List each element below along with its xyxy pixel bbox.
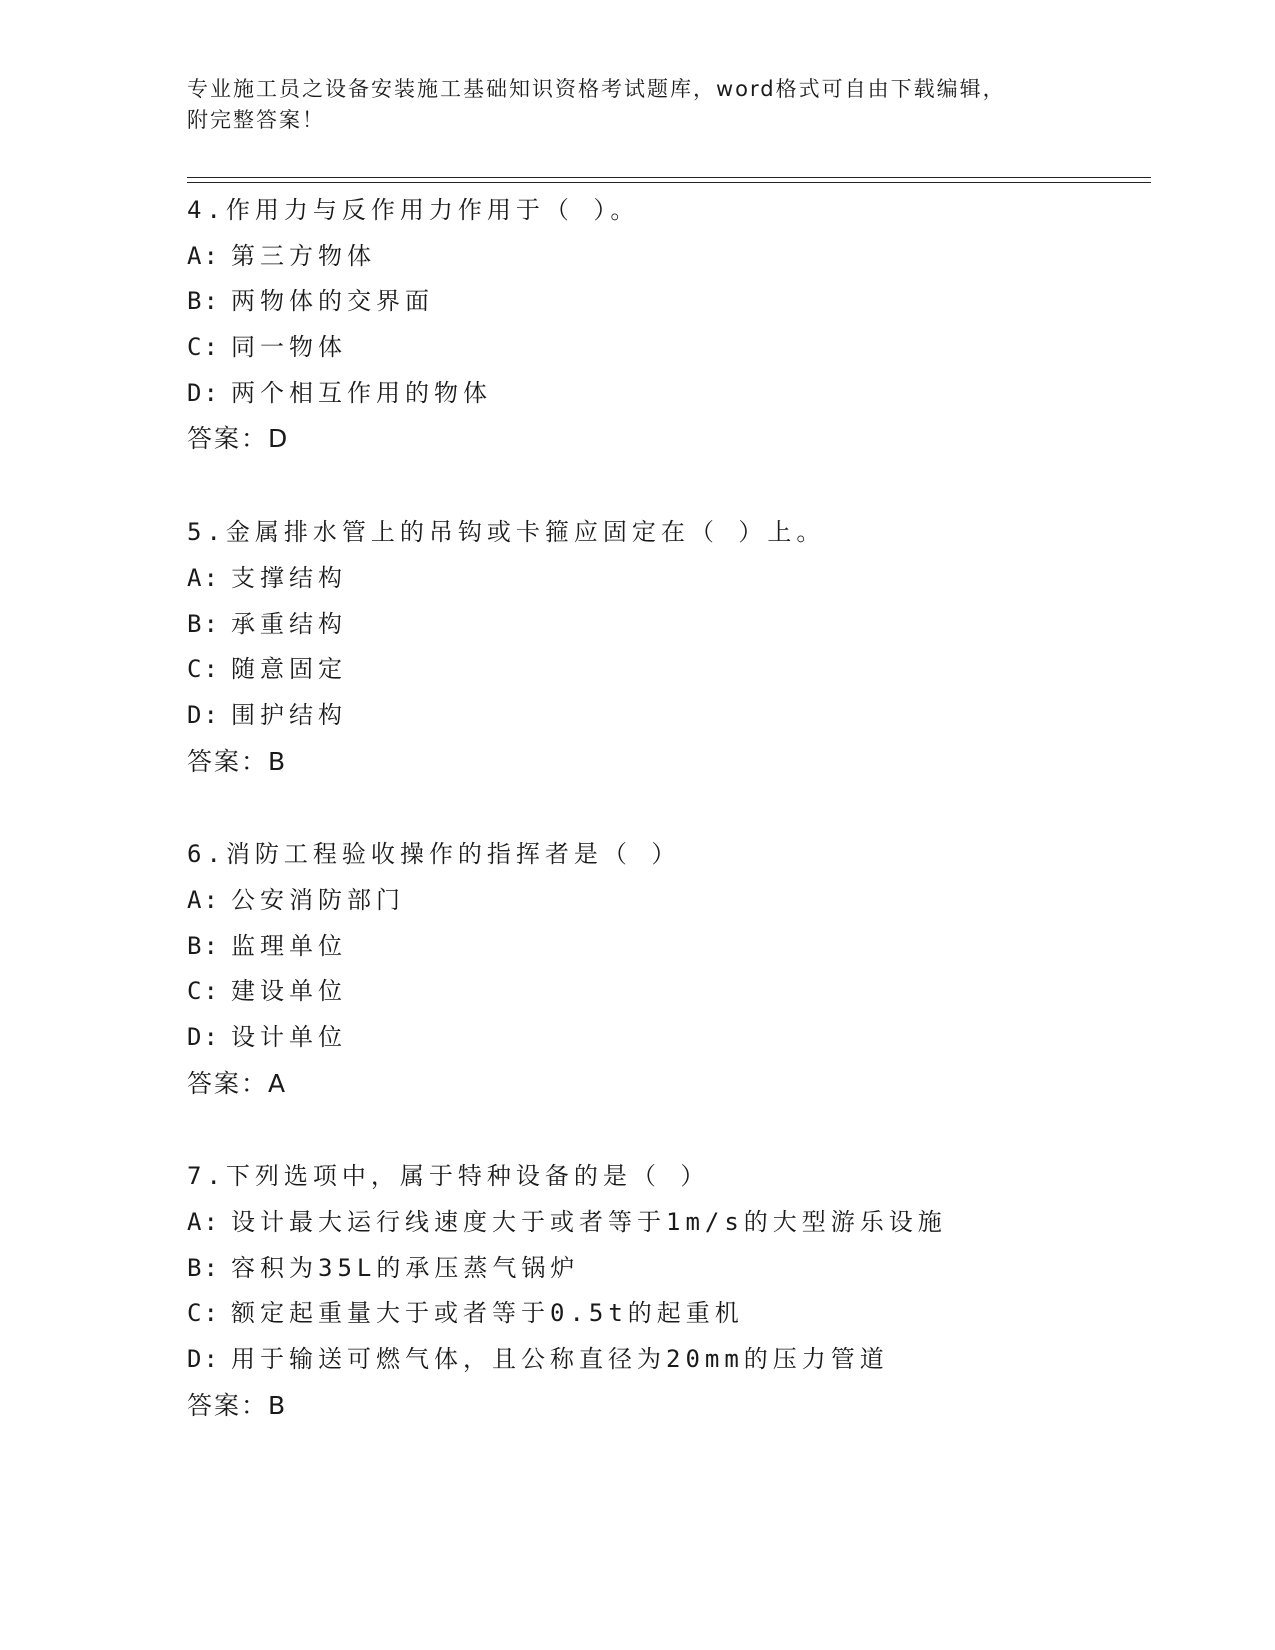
question-5	[187, 510, 1137, 784]
option-letter: A:	[187, 563, 220, 592]
header-line-1: 专业施工员之设备安装施工基础知识资格考试题库，word格式可自由下载编辑，	[187, 77, 1006, 101]
option-letter: C:	[187, 655, 220, 684]
document-header	[187, 74, 1087, 136]
option-b	[187, 602, 1137, 648]
option-text: 设计单位	[231, 1023, 347, 1051]
option-letter: D:	[187, 1023, 220, 1051]
option-letter: A:	[187, 885, 220, 914]
answer-line: 答案：B	[187, 746, 288, 776]
option-a	[187, 878, 1137, 924]
option-text: 随意固定	[231, 655, 347, 684]
option-text: 同一物体	[231, 333, 347, 362]
option-text: 监理单位	[231, 931, 347, 960]
option-letter: C:	[187, 977, 220, 1006]
option-letter: B:	[187, 931, 220, 960]
option-letter: D:	[187, 1345, 220, 1374]
question-stem: 6.消防工程验收操作的指挥者是（ ）	[187, 840, 681, 869]
answer-line: 答案：B	[187, 1390, 288, 1420]
question-7	[187, 1154, 1137, 1428]
header-divider-bottom	[187, 182, 1151, 183]
question-stem: 7.下列选项中，属于特种设备的是（ ）	[187, 1162, 710, 1191]
option-c	[187, 647, 1137, 693]
option-text: 第三方物体	[231, 241, 376, 270]
option-text: 两物体的交界面	[231, 287, 434, 316]
answer-line: 答案：A	[187, 1068, 288, 1098]
option-b	[187, 279, 1137, 325]
option-text: 公安消防部门	[231, 885, 405, 914]
option-b	[187, 1246, 1137, 1292]
option-c	[187, 969, 1137, 1015]
option-text: 围护结构	[231, 700, 347, 729]
header-line-2: 附完整答案！	[187, 108, 325, 132]
question-6	[187, 832, 1137, 1106]
option-d	[187, 693, 1137, 739]
question-stem: 5.金属排水管上的吊钩或卡箍应固定在（ ）上。	[187, 518, 826, 547]
option-text: 支撑结构	[231, 563, 347, 592]
option-c	[187, 1291, 1137, 1337]
option-letter: B:	[187, 287, 220, 316]
option-letter: C:	[187, 1299, 220, 1328]
option-text: 额定起重量大于或者等于0.5t的起重机	[231, 1299, 744, 1328]
question-list	[187, 188, 1137, 1477]
question-4	[187, 188, 1137, 462]
option-letter: D:	[187, 378, 220, 407]
option-letter: B:	[187, 609, 220, 638]
option-d	[187, 1337, 1137, 1383]
option-text: 容积为35L的承压蒸气锅炉	[231, 1253, 580, 1282]
question-stem: 4.作用力与反作用力作用于（ ）。	[187, 196, 640, 224]
header-divider-top	[187, 177, 1151, 178]
option-letter: B:	[187, 1253, 220, 1282]
option-letter: A:	[187, 1208, 220, 1237]
option-c	[187, 325, 1137, 371]
option-text: 建设单位	[231, 977, 347, 1006]
option-a	[187, 234, 1137, 280]
option-letter: D:	[187, 700, 220, 729]
option-a	[187, 1200, 1137, 1246]
answer-line: 答案：D	[187, 424, 290, 454]
option-letter: A:	[187, 241, 220, 270]
option-text: 两个相互作用的物体	[231, 378, 492, 407]
option-a	[187, 556, 1137, 602]
option-text: 设计最大运行线速度大于或者等于1m/s的大型游乐设施	[231, 1208, 947, 1237]
option-text: 承重结构	[231, 609, 347, 638]
option-d	[187, 371, 1137, 417]
option-b	[187, 924, 1137, 970]
option-d	[187, 1015, 1137, 1061]
option-letter: C:	[187, 333, 220, 362]
option-text: 用于输送可燃气体，且公称直径为20mm的压力管道	[231, 1345, 889, 1374]
